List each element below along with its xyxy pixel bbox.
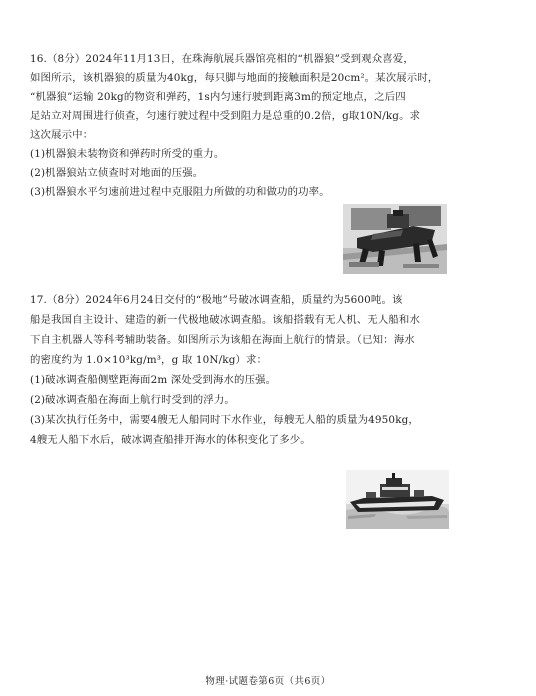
question-16-line: 这次展示中： bbox=[30, 129, 94, 141]
question-16-line: 如图所示，该机器狼的质量为40kg，每只脚与地面的接触面积是20cm²。某次展示时， bbox=[30, 72, 439, 84]
icebreaker-ship-photo bbox=[346, 470, 449, 529]
icebreaker-ship-image bbox=[346, 470, 449, 529]
robot-wolf-image bbox=[343, 204, 447, 274]
question-17-line: 4艘无人船下水后，破冰调查船排开海水的体积变化了多少。 bbox=[30, 434, 311, 446]
question-17-subquestion-1: (1)破冰调查船侧壁距海面2m 深处受到海水的压强。 bbox=[30, 374, 277, 386]
question-17-line: 17.（8分）2024年6月24日交付的“极地”号破冰调查船，质量约为5600吨。该 bbox=[30, 294, 403, 306]
page-footer: 物理·试题卷第6页（共6页） bbox=[205, 676, 331, 687]
robot-wolf-photo bbox=[343, 204, 447, 274]
question-16-subquestion-3: (3)机器狼水平匀速前进过程中克服阻力所做的功和做功的功率。 bbox=[30, 186, 330, 198]
question-16-line: “机器狼”运输 20kg的物资和弹药，1s内匀速行驶到距离3m的预定地点，之后四 bbox=[30, 91, 406, 103]
question-17-subquestion-2: (2)破冰调查船在海面上航行时受到的浮力。 bbox=[30, 394, 235, 406]
question-17-subquestion-3: (3)某次执行任务中，需要4艘无人船同时下水作业，每艘无人船的质量为4950kg， bbox=[30, 414, 419, 426]
question-17-line: 下自主机器人等科考辅助装备。如图所示为该船在海面上航行的情景。（已知：海水 bbox=[30, 334, 415, 346]
question-16-line: 16.（8分）2024年11月13日，在珠海航展兵器馆亮相的“机器狼”受到观众喜爱， bbox=[30, 53, 414, 65]
question-16-line: 足站立对周围进行侦查，匀速行驶过程中受到阻力是总重的0.2倍，g取10N/kg。求 bbox=[30, 110, 421, 122]
question-17-line: 的密度约为 1.0×10³kg/m³，g 取 10N/kg）求： bbox=[30, 354, 268, 366]
question-17-line: 船是我国自主设计、建造的新一代极地破冰调查船。该船搭载有无人机、无人船和水 bbox=[30, 314, 420, 326]
question-16-subquestion-2: (2)机器狼站立侦查时对地面的压强。 bbox=[30, 167, 204, 179]
question-16-subquestion-1: (1)机器狼未装物资和弹药时所受的重力。 bbox=[30, 148, 225, 160]
